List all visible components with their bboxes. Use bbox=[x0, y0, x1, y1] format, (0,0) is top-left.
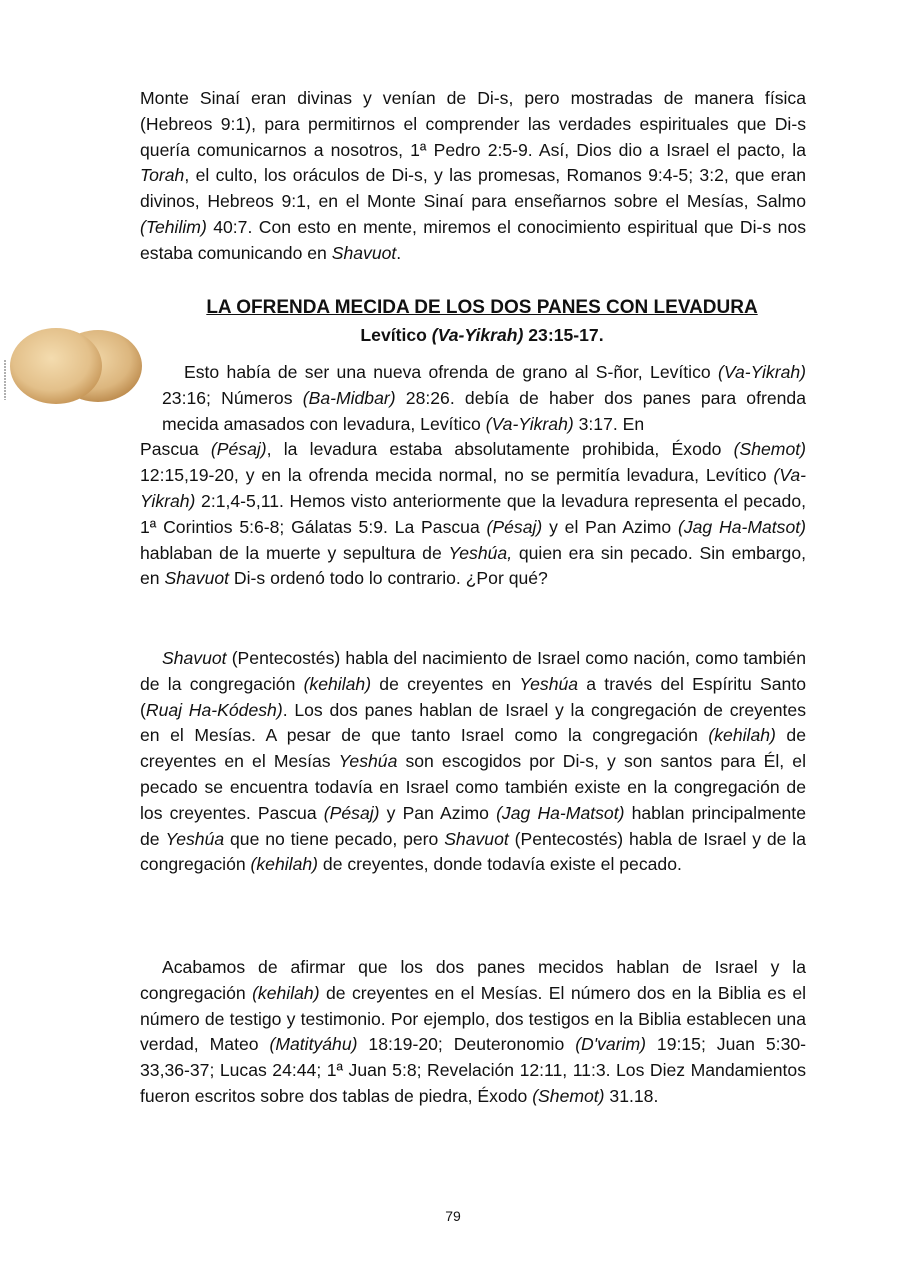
p4-run: (kehilah) bbox=[252, 982, 320, 1003]
p2_wrap-run: (Va-Yikrah) bbox=[485, 413, 574, 434]
p3-run: de creyentes, donde todavía existe el pecado. bbox=[318, 854, 682, 875]
p2-run: y el Pan Azimo bbox=[542, 516, 678, 537]
p3-run: Shavuot bbox=[162, 648, 227, 668]
p3-run: (kehilah) bbox=[708, 725, 776, 746]
page-number: 79 bbox=[445, 1208, 461, 1224]
p3-run: Yeshúa bbox=[338, 751, 398, 772]
p3-run: Yeshúa bbox=[165, 828, 225, 849]
p3-run: . Los dos panes hablan de Israel y la congregación de creyentes en el Mesías. A pesar de que tanto Israel como la congregación bbox=[140, 699, 806, 746]
p2-run: Pascua bbox=[140, 439, 211, 460]
p3-run: a través del Espíritu Santo ( bbox=[140, 673, 806, 720]
paragraph-intro bbox=[140, 86, 806, 267]
p2_wrap-run: 23:16; Números bbox=[162, 387, 303, 408]
p2-run: Di-s ordenó todo lo contrario. ¿Por qué? bbox=[229, 568, 548, 589]
p3-run: y Pan Azimo bbox=[379, 802, 497, 823]
p1-run: (Tehilim) bbox=[140, 216, 207, 237]
p3-run: (kehilah) bbox=[303, 673, 372, 694]
p2_wrap-run: Esto había de ser una nueva ofrenda de grano al S-ñor, Levítico bbox=[184, 362, 718, 382]
subheading-run: (Va-Yikrah) bbox=[431, 325, 524, 345]
paragraph-ofrenda-body bbox=[140, 439, 806, 588]
p2-run: (Pésaj) bbox=[210, 439, 267, 460]
p3-run: (kehilah) bbox=[250, 854, 319, 875]
p1-run: , el culto, los oráculos de Di-s, y las promesas, Romanos 9:4-5; 3:2, que eran divinos, Hebreos 9:1, en el Monte Sinaí para enseñarnos sobre el Mesías, Salmo bbox=[140, 165, 806, 212]
p2-run: Yeshúa, bbox=[448, 542, 513, 563]
p2_wrap-run: (Va-Yikrah) bbox=[718, 362, 806, 382]
p3-run: Shavuot bbox=[444, 828, 509, 849]
p3-run: (Pentecostés) habla de Israel y de la congregación bbox=[140, 828, 806, 875]
subheading-run: Levítico bbox=[360, 325, 432, 345]
bread-loaf-front bbox=[10, 328, 102, 404]
section-subheading bbox=[140, 322, 824, 348]
section-heading: LA OFRENDA MECIDA DE LOS DOS PANES CON LEVADURA bbox=[206, 297, 758, 318]
p3-run: Ruaj Ha-Kódesh) bbox=[145, 699, 283, 720]
p4-run: (Matityáhu) bbox=[269, 1034, 358, 1055]
p1-run: Monte Sinaí eran divinas y venían de Di-s, pero mostradas de manera física (Hebreos 9:1), para permitirnos el comprender las verdades espirituales que Di-s quería comunicarnos a nosotros, 1ª Pedro 2:5-9. Así, Dios dio a Israel el pacto, la bbox=[140, 88, 806, 160]
p2-run: hablaban de la muerte y sepultura de bbox=[140, 542, 449, 563]
p3-run: hablan principalmente de bbox=[140, 802, 806, 849]
p3-run: de creyentes en bbox=[371, 673, 520, 694]
p2_wrap-run: (Ba-Midbar) bbox=[302, 387, 396, 408]
p4-run: 18:19-20; Deuteronomio bbox=[357, 1034, 576, 1055]
p2-run: (Pésaj) bbox=[486, 516, 543, 537]
p2-run: (Shemot) bbox=[733, 439, 806, 460]
p3-run: (Jag Ha-Matsot) bbox=[496, 802, 625, 823]
p3-run: son escogidos por Di-s, y son santos para Él, el pecado se encuentra todavía en Israel como también existe en la congregación de los creyentes. Pascua bbox=[140, 751, 806, 823]
p1-run: 40:7. Con esto en mente, miremos el conocimiento espiritual que Di-s nos estaba comunicando en bbox=[140, 216, 806, 263]
image-credit-mark bbox=[2, 360, 8, 400]
p2-run: 12:15,19-20, y en la ofrenda mecida normal, no se permitía levadura, Levítico bbox=[140, 465, 774, 486]
p4-run: de creyentes en el Mesías. El número dos en la Biblia es el número de testigo y testimonio. Por ejemplo, dos testigos en la Biblia establecen una verdad, Mateo bbox=[140, 982, 807, 1055]
paragraph-shavuot bbox=[140, 646, 806, 878]
p4-run: Acabamos de afirmar que los dos panes mecidos hablan de Israel y la congregación bbox=[140, 957, 806, 1003]
p3-run: (Pentecostés) habla del nacimiento de Israel como nación, como también de la congregación bbox=[140, 648, 806, 694]
p4-run: (D'varim) bbox=[575, 1034, 646, 1055]
p3-run: (Pésaj) bbox=[323, 802, 380, 823]
p2-run: quien era sin pecado. Sin embargo, en bbox=[140, 542, 806, 589]
subheading-run: 23:15-17. bbox=[523, 325, 604, 345]
p1-run: Torah bbox=[140, 165, 185, 186]
p3-run: Yeshúa bbox=[519, 673, 579, 694]
p4-run: (Shemot) bbox=[532, 1085, 605, 1106]
p1-run: Shavuot bbox=[331, 242, 397, 263]
p2_wrap-run: 28:26. debía de haber dos panes para ofrenda mecida amasados con levadura, Levítico bbox=[162, 387, 806, 434]
p2-run: , la levadura estaba absolutamente prohibida, Éxodo bbox=[266, 439, 734, 460]
p3-run: que no tiene pecado, pero bbox=[224, 828, 445, 849]
p2-run: 2:1,4-5,11. Hemos visto anteriormente que la levadura representa el pecado, 1ª Corintios 5:6-8; Gálatas 5:9. La Pascua bbox=[140, 490, 806, 537]
paragraph-ofrenda-indented-lines bbox=[162, 360, 806, 437]
p2_wrap-run: 3:17. En bbox=[573, 413, 645, 434]
p4-run: 31.18. bbox=[604, 1085, 659, 1106]
p2-run: (Jag Ha-Matsot) bbox=[677, 516, 806, 537]
p3-run: de creyentes en el Mesías bbox=[140, 725, 806, 772]
p4-run: 19:15; Juan 5:30-33,36-37; Lucas 24:44; 1ª Juan 5:8; Revelación 12:11, 11:3. Los Diez Mandamientos fueron escritos sobre dos tablas de piedra, Éxodo bbox=[140, 1034, 806, 1106]
paragraph-dos-panes bbox=[140, 955, 806, 1110]
p2-run: Shavuot bbox=[164, 568, 230, 589]
paragraph-ofrenda bbox=[140, 360, 806, 592]
p1-run: . bbox=[396, 242, 402, 263]
bread-loaves-image bbox=[0, 322, 150, 406]
p2-run: (Va-Yikrah) bbox=[140, 465, 806, 511]
